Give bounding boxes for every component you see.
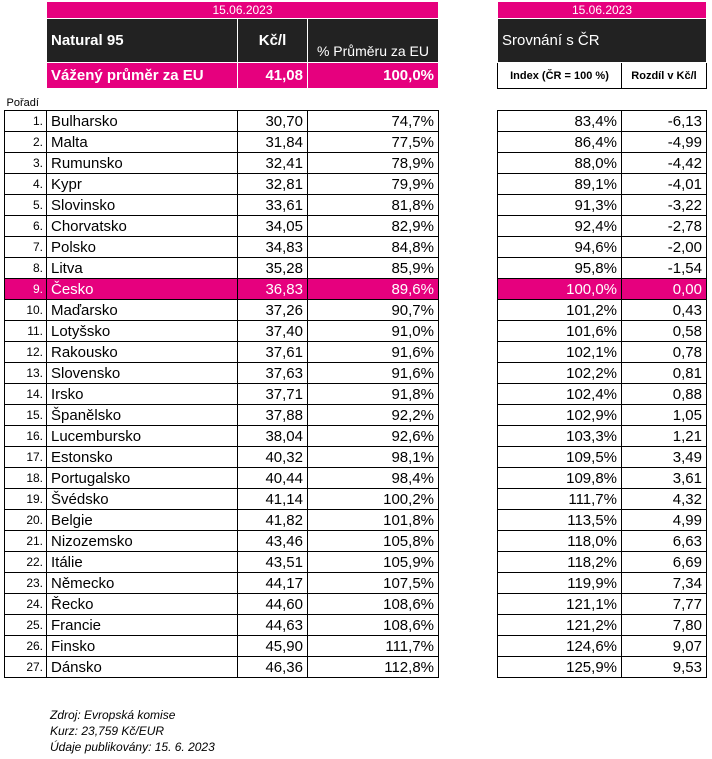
- rank-cell: 23.: [5, 573, 47, 594]
- rank-cell: 24.: [5, 594, 47, 615]
- pct-eu-cell: 101,8%: [308, 510, 439, 531]
- pct-eu-cell: 92,6%: [308, 426, 439, 447]
- table-row: [5, 300, 439, 321]
- diff-cell: 7,80: [622, 615, 707, 636]
- table-row: [498, 300, 707, 321]
- rank-cell: 4.: [5, 174, 47, 195]
- diff-cell: 9,07: [622, 636, 707, 657]
- rank-cell: 5.: [5, 195, 47, 216]
- avg-value: 41,08: [238, 63, 308, 89]
- pct-eu-cell: 91,8%: [308, 384, 439, 405]
- country-cell: Bulharsko: [47, 111, 238, 132]
- table-row: [498, 447, 707, 468]
- table-row: [5, 342, 439, 363]
- pct-eu-cell: 90,7%: [308, 300, 439, 321]
- index-cell: 89,1%: [498, 174, 622, 195]
- pct-eu-cell: 92,2%: [308, 405, 439, 426]
- table-row: [5, 531, 439, 552]
- rank-header: Pořadí: [6, 97, 39, 109]
- left-table-body: [5, 111, 439, 678]
- index-cell: 121,1%: [498, 594, 622, 615]
- index-cell: 124,6%: [498, 636, 622, 657]
- index-cell: 101,2%: [498, 300, 622, 321]
- table-row: [5, 363, 439, 384]
- table-row: [5, 657, 439, 678]
- table-row: [5, 510, 439, 531]
- diff-cell: 6,63: [622, 531, 707, 552]
- rank-cell: 25.: [5, 615, 47, 636]
- rank-cell: 15.: [5, 405, 47, 426]
- country-cell: Rumunsko: [47, 153, 238, 174]
- country-cell: Švédsko: [47, 489, 238, 510]
- diff-cell: 4,99: [622, 510, 707, 531]
- diff-cell: 0,58: [622, 321, 707, 342]
- rank-cell: 26.: [5, 636, 47, 657]
- price-cell: 34,83: [238, 237, 308, 258]
- table-row: [498, 132, 707, 153]
- pct-eu-cell: 91,6%: [308, 342, 439, 363]
- index-cell: 94,6%: [498, 237, 622, 258]
- price-cell: 41,14: [238, 489, 308, 510]
- price-cell: 44,63: [238, 615, 308, 636]
- table-row: [5, 279, 439, 300]
- rank-cell: 3.: [5, 153, 47, 174]
- table-row: [498, 573, 707, 594]
- price-cell: 38,04: [238, 426, 308, 447]
- right-header-row: [498, 19, 707, 63]
- source-note: Zdroj: Evropská komise: [50, 708, 176, 722]
- index-cell: 118,0%: [498, 531, 622, 552]
- country-cell: Malta: [47, 132, 238, 153]
- country-cell: Belgie: [47, 510, 238, 531]
- pct-eu-cell: 112,8%: [308, 657, 439, 678]
- price-cell: 43,51: [238, 552, 308, 573]
- table-row: [498, 468, 707, 489]
- pct-eu-cell: 100,2%: [308, 489, 439, 510]
- rank-cell: 7.: [5, 237, 47, 258]
- table-row: [5, 111, 439, 132]
- index-cell: 100,0%: [498, 279, 622, 300]
- price-cell: 36,83: [238, 279, 308, 300]
- price-cell: 33,61: [238, 195, 308, 216]
- table-row: [498, 531, 707, 552]
- right-date-row: [498, 2, 707, 19]
- index-cell: 118,2%: [498, 552, 622, 573]
- diff-cell: 1,05: [622, 405, 707, 426]
- left-date: 15.06.2023: [47, 2, 439, 19]
- price-cell: 32,41: [238, 153, 308, 174]
- price-cell: 40,32: [238, 447, 308, 468]
- price-cell: 35,28: [238, 258, 308, 279]
- index-cell: 113,5%: [498, 510, 622, 531]
- price-cell: 45,90: [238, 636, 308, 657]
- price-cell: 43,46: [238, 531, 308, 552]
- rank-header-row: [5, 89, 439, 111]
- country-cell: Rakousko: [47, 342, 238, 363]
- table-row: [498, 636, 707, 657]
- table-row: [498, 405, 707, 426]
- price-cell: 34,05: [238, 216, 308, 237]
- cz-comparison-table: [497, 1, 707, 678]
- avg-pct: 100,0%: [308, 63, 439, 89]
- table-row: [5, 195, 439, 216]
- price-cell: 37,61: [238, 342, 308, 363]
- table-row: [5, 258, 439, 279]
- index-cell: 125,9%: [498, 657, 622, 678]
- country-cell: Španělsko: [47, 405, 238, 426]
- index-cell: 102,9%: [498, 405, 622, 426]
- pct-eu-cell: 98,1%: [308, 447, 439, 468]
- country-cell: Lotyšsko: [47, 321, 238, 342]
- eu-average-row: [5, 63, 439, 89]
- pct-eu-cell: 82,9%: [308, 216, 439, 237]
- diff-cell: 0,43: [622, 300, 707, 321]
- pct-eu-cell: 81,8%: [308, 195, 439, 216]
- index-col-header: Index (ČR = 100 %): [498, 63, 622, 89]
- country-cell: Estonsko: [47, 447, 238, 468]
- index-cell: 88,0%: [498, 153, 622, 174]
- table-row: [498, 111, 707, 132]
- index-cell: 119,9%: [498, 573, 622, 594]
- pct-eu-cell: 77,5%: [308, 132, 439, 153]
- diff-cell: 3,61: [622, 468, 707, 489]
- pct-eu-cell: 91,6%: [308, 363, 439, 384]
- rank-cell: 16.: [5, 426, 47, 447]
- price-cell: 41,82: [238, 510, 308, 531]
- table-row: [5, 405, 439, 426]
- country-cell: Francie: [47, 615, 238, 636]
- price-cell: 30,70: [238, 111, 308, 132]
- index-cell: 109,8%: [498, 468, 622, 489]
- header-row: [5, 19, 439, 63]
- rank-cell: 2.: [5, 132, 47, 153]
- diff-cell: 0,78: [622, 342, 707, 363]
- diff-cell: -4,99: [622, 132, 707, 153]
- table-row: [5, 132, 439, 153]
- country-cell: Finsko: [47, 636, 238, 657]
- rank-cell: 6.: [5, 216, 47, 237]
- pct-eu-cell: 108,6%: [308, 594, 439, 615]
- pct-eu-cell: 105,8%: [308, 531, 439, 552]
- table-row: [498, 153, 707, 174]
- diff-col-header: Rozdíl v Kč/l: [622, 63, 707, 89]
- country-cell: Chorvatsko: [47, 216, 238, 237]
- price-cell: 37,26: [238, 300, 308, 321]
- table-row: [5, 615, 439, 636]
- table-row: [498, 426, 707, 447]
- pct-eu-cell: 89,6%: [308, 279, 439, 300]
- pct-eu-cell: 91,0%: [308, 321, 439, 342]
- rank-cell: 9.: [5, 279, 47, 300]
- table-row: [498, 489, 707, 510]
- table-row: [498, 657, 707, 678]
- country-cell: Slovinsko: [47, 195, 238, 216]
- table-row: [498, 321, 707, 342]
- diff-cell: 1,21: [622, 426, 707, 447]
- diff-cell: -2,00: [622, 237, 707, 258]
- diff-cell: 4,32: [622, 489, 707, 510]
- rank-cell: 19.: [5, 489, 47, 510]
- index-cell: 83,4%: [498, 111, 622, 132]
- index-cell: 102,2%: [498, 363, 622, 384]
- price-cell: 44,60: [238, 594, 308, 615]
- table-row: [498, 615, 707, 636]
- pct-eu-cell: 105,9%: [308, 552, 439, 573]
- comparison-title: Srovnání s ČR: [498, 19, 707, 63]
- country-cell: Itálie: [47, 552, 238, 573]
- date-row: [5, 2, 439, 19]
- table-row: [5, 552, 439, 573]
- table-row: [498, 594, 707, 615]
- table-row: [498, 258, 707, 279]
- index-cell: 102,1%: [498, 342, 622, 363]
- table-row: [498, 279, 707, 300]
- diff-cell: -2,78: [622, 216, 707, 237]
- price-cell: 32,81: [238, 174, 308, 195]
- price-cell: 37,40: [238, 321, 308, 342]
- rank-cell: 18.: [5, 468, 47, 489]
- country-cell: Portugalsko: [47, 468, 238, 489]
- diff-cell: -1,54: [622, 258, 707, 279]
- rank-cell: 13.: [5, 363, 47, 384]
- table-row: [498, 174, 707, 195]
- index-cell: 101,6%: [498, 321, 622, 342]
- rank-cell: 21.: [5, 531, 47, 552]
- index-cell: 111,7%: [498, 489, 622, 510]
- index-cell: 86,4%: [498, 132, 622, 153]
- diff-cell: -4,01: [622, 174, 707, 195]
- price-cell: 37,71: [238, 384, 308, 405]
- country-cell: Litva: [47, 258, 238, 279]
- country-cell: Irsko: [47, 384, 238, 405]
- right-table-body: [498, 111, 707, 678]
- price-cell: 46,36: [238, 657, 308, 678]
- index-cell: 91,3%: [498, 195, 622, 216]
- eu-price-table: [4, 1, 439, 678]
- fuel-label: Natural 95: [47, 19, 238, 63]
- pct-eu-cell: 111,7%: [308, 636, 439, 657]
- rank-cell: 27.: [5, 657, 47, 678]
- rank-cell: 17.: [5, 447, 47, 468]
- diff-cell: 3,49: [622, 447, 707, 468]
- table-row: [5, 174, 439, 195]
- pct-eu-cell: 108,6%: [308, 615, 439, 636]
- published-note: Údaje publikovány: 15. 6. 2023: [50, 740, 215, 754]
- unit-label: Kč/l: [238, 19, 308, 63]
- avg-label: Vážený průměr za EU: [47, 63, 238, 89]
- rank-cell: 11.: [5, 321, 47, 342]
- pct-eu-cell: 98,4%: [308, 468, 439, 489]
- pct-eu-label: % Průměru za EU: [308, 19, 439, 63]
- country-cell: Česko: [47, 279, 238, 300]
- price-cell: 37,63: [238, 363, 308, 384]
- diff-cell: 0,00: [622, 279, 707, 300]
- table-row: [5, 573, 439, 594]
- rank-cell: 12.: [5, 342, 47, 363]
- country-cell: Dánsko: [47, 657, 238, 678]
- index-cell: 109,5%: [498, 447, 622, 468]
- rank-cell: 20.: [5, 510, 47, 531]
- index-cell: 102,4%: [498, 384, 622, 405]
- right-date: 15.06.2023: [498, 2, 707, 19]
- pct-eu-cell: 79,9%: [308, 174, 439, 195]
- index-cell: 92,4%: [498, 216, 622, 237]
- table-row: [5, 468, 439, 489]
- country-cell: Polsko: [47, 237, 238, 258]
- country-cell: Maďarsko: [47, 300, 238, 321]
- index-cell: 121,2%: [498, 615, 622, 636]
- price-cell: 44,17: [238, 573, 308, 594]
- country-cell: Kypr: [47, 174, 238, 195]
- table-row: [5, 321, 439, 342]
- table-row: [5, 636, 439, 657]
- diff-cell: -4,42: [622, 153, 707, 174]
- rank-cell: 1.: [5, 111, 47, 132]
- price-cell: 31,84: [238, 132, 308, 153]
- table-row: [498, 552, 707, 573]
- table-row: [5, 594, 439, 615]
- rank-cell: 14.: [5, 384, 47, 405]
- rank-cell: 8.: [5, 258, 47, 279]
- rate-note: Kurz: 23,759 Kč/EUR: [50, 724, 165, 738]
- country-cell: Nizozemsko: [47, 531, 238, 552]
- country-cell: Řecko: [47, 594, 238, 615]
- diff-cell: 0,81: [622, 363, 707, 384]
- table-row: [5, 426, 439, 447]
- table-row: [5, 489, 439, 510]
- pct-eu-cell: 74,7%: [308, 111, 439, 132]
- table-row: [5, 216, 439, 237]
- index-cell: 95,8%: [498, 258, 622, 279]
- table-row: [498, 342, 707, 363]
- table-row: [498, 384, 707, 405]
- rank-cell: 10.: [5, 300, 47, 321]
- country-cell: Německo: [47, 573, 238, 594]
- pct-eu-cell: 84,8%: [308, 237, 439, 258]
- price-cell: 37,88: [238, 405, 308, 426]
- table-row: [498, 363, 707, 384]
- pct-eu-cell: 107,5%: [308, 573, 439, 594]
- diff-cell: 7,77: [622, 594, 707, 615]
- price-cell: 40,44: [238, 468, 308, 489]
- diff-cell: -6,13: [622, 111, 707, 132]
- diff-cell: 6,69: [622, 552, 707, 573]
- diff-cell: 7,34: [622, 573, 707, 594]
- table-row: [498, 195, 707, 216]
- pct-eu-cell: 78,9%: [308, 153, 439, 174]
- country-cell: Lucembursko: [47, 426, 238, 447]
- rank-cell: 22.: [5, 552, 47, 573]
- pct-eu-cell: 85,9%: [308, 258, 439, 279]
- table-row: [498, 237, 707, 258]
- table-row: [5, 447, 439, 468]
- table-row: [498, 216, 707, 237]
- table-row: [5, 384, 439, 405]
- table-row: [5, 153, 439, 174]
- right-subheader-row: [498, 63, 707, 89]
- diff-cell: -3,22: [622, 195, 707, 216]
- country-cell: Slovensko: [47, 363, 238, 384]
- index-cell: 103,3%: [498, 426, 622, 447]
- diff-cell: 9,53: [622, 657, 707, 678]
- table-row: [5, 237, 439, 258]
- footer-notes: [50, 707, 215, 755]
- table-row: [498, 510, 707, 531]
- diff-cell: 0,88: [622, 384, 707, 405]
